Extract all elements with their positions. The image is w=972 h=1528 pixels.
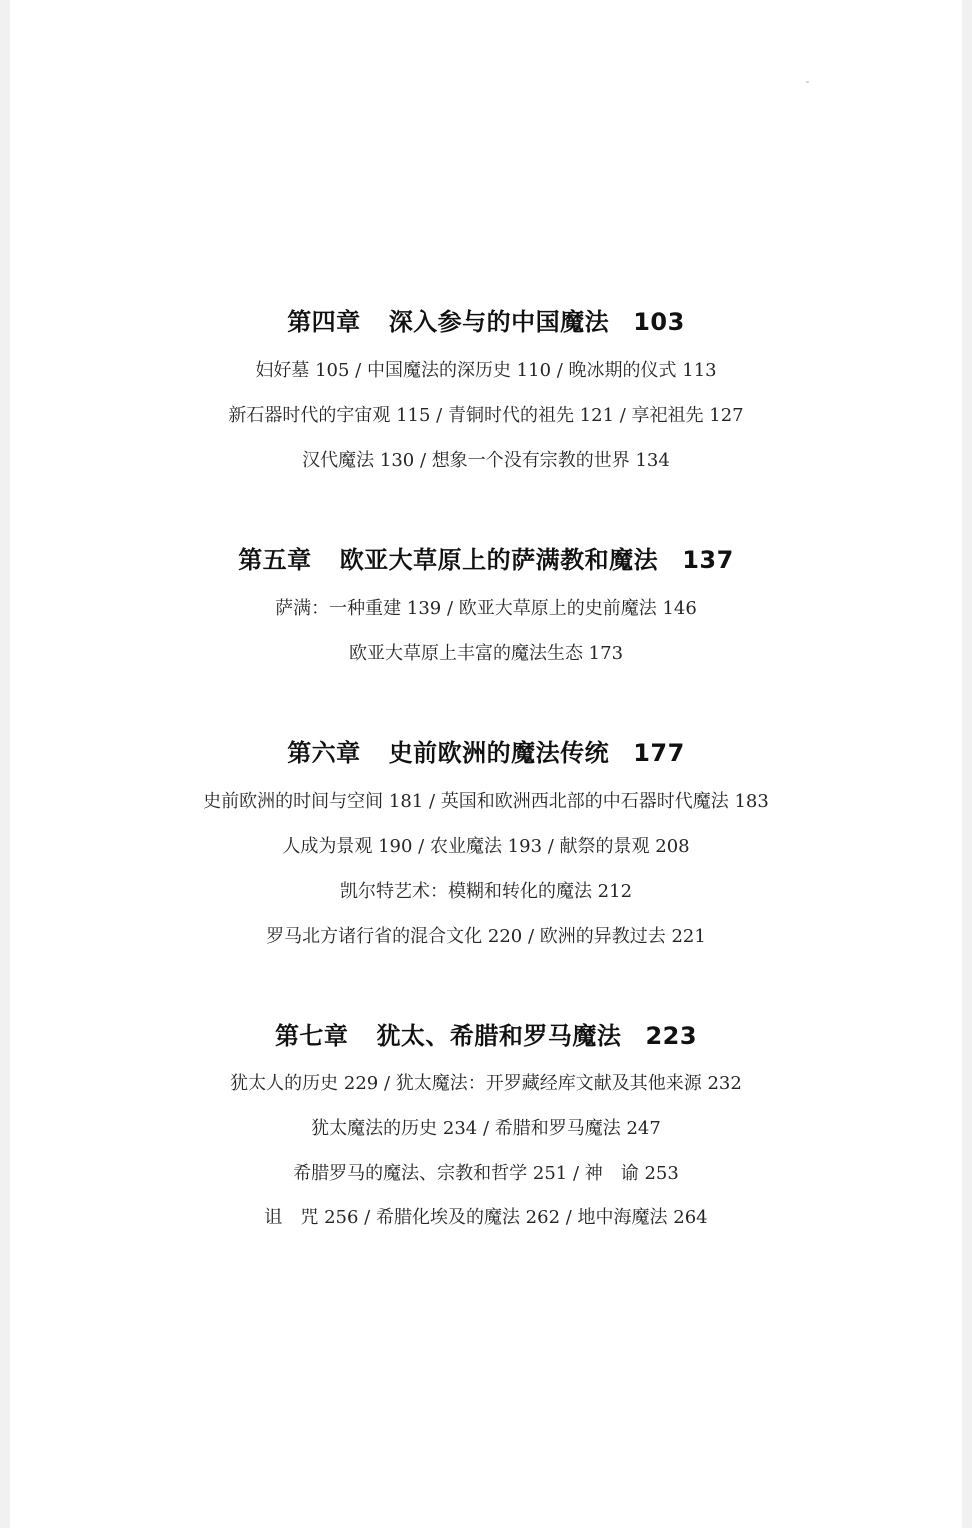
toc-entry-line: 史前欧洲的时间与空间 181 / 英国和欧洲西北部的中石器时代魔法 183 [203,791,769,812]
chapter-title: 欧亚大草原上的萨满教和魔法 [339,546,659,574]
chapter-label: 第六章 [287,739,361,767]
chapter-heading-4 [0,302,972,337]
toc-entry-line: 新石器时代的宇宙观 115 / 青铜时代的祖先 121 / 享祀祖先 127 [228,405,744,426]
chapter-title: 史前欧洲的魔法传统 [388,739,610,767]
chapter-page: 137 [682,546,734,574]
chapter-page: 103 [633,308,685,336]
chapter-page: 223 [645,1022,698,1050]
toc-entry-line: 妇好墓 105 / 中国魔法的深历史 110 / 晚冰期的仪式 113 [255,360,717,381]
toc-entry-line: 萨满：一种重建 139 / 欧亚大草原上的史前魔法 146 [275,598,697,619]
scan-speck [806,81,809,83]
toc-entry-line: 人成为景观 190 / 农业魔法 193 / 献祭的景观 208 [282,836,690,857]
toc-entry-line: 犹太人的历史 229 / 犹太魔法：开罗藏经库文献及其他来源 232 [230,1073,742,1094]
toc-entry-line: 凯尔特艺术：模糊和转化的魔法 212 [339,881,633,902]
chapter-label: 第四章 [287,308,361,336]
toc-entry-line: 犹太魔法的历史 234 / 希腊和罗马魔法 247 [311,1118,661,1139]
toc-entry-line: 汉代魔法 130 / 想象一个没有宗教的世界 134 [302,450,670,471]
chapter-title: 深入参与的中国魔法 [388,308,610,336]
toc-entry-line: 诅 咒 256 / 希腊化埃及的魔法 262 / 地中海魔法 264 [264,1207,708,1228]
toc-entry-line: 欧亚大草原上丰富的魔法生态 173 [348,643,624,664]
chapter-heading-6 [0,733,972,768]
chapter-label: 第五章 [238,546,312,574]
chapter-label: 第七章 [274,1022,349,1050]
chapter-title: 犹太、希腊和罗马魔法 [376,1022,622,1050]
chapter-heading-5 [0,540,972,575]
toc-entry-line: 希腊罗马的魔法、宗教和哲学 251 / 神 谕 253 [293,1163,679,1184]
toc-entry-line: 罗马北方诸行省的混合文化 220 / 欧洲的异教过去 221 [266,926,706,947]
chapter-heading-7 [0,1016,972,1051]
chapter-page: 177 [633,739,685,767]
